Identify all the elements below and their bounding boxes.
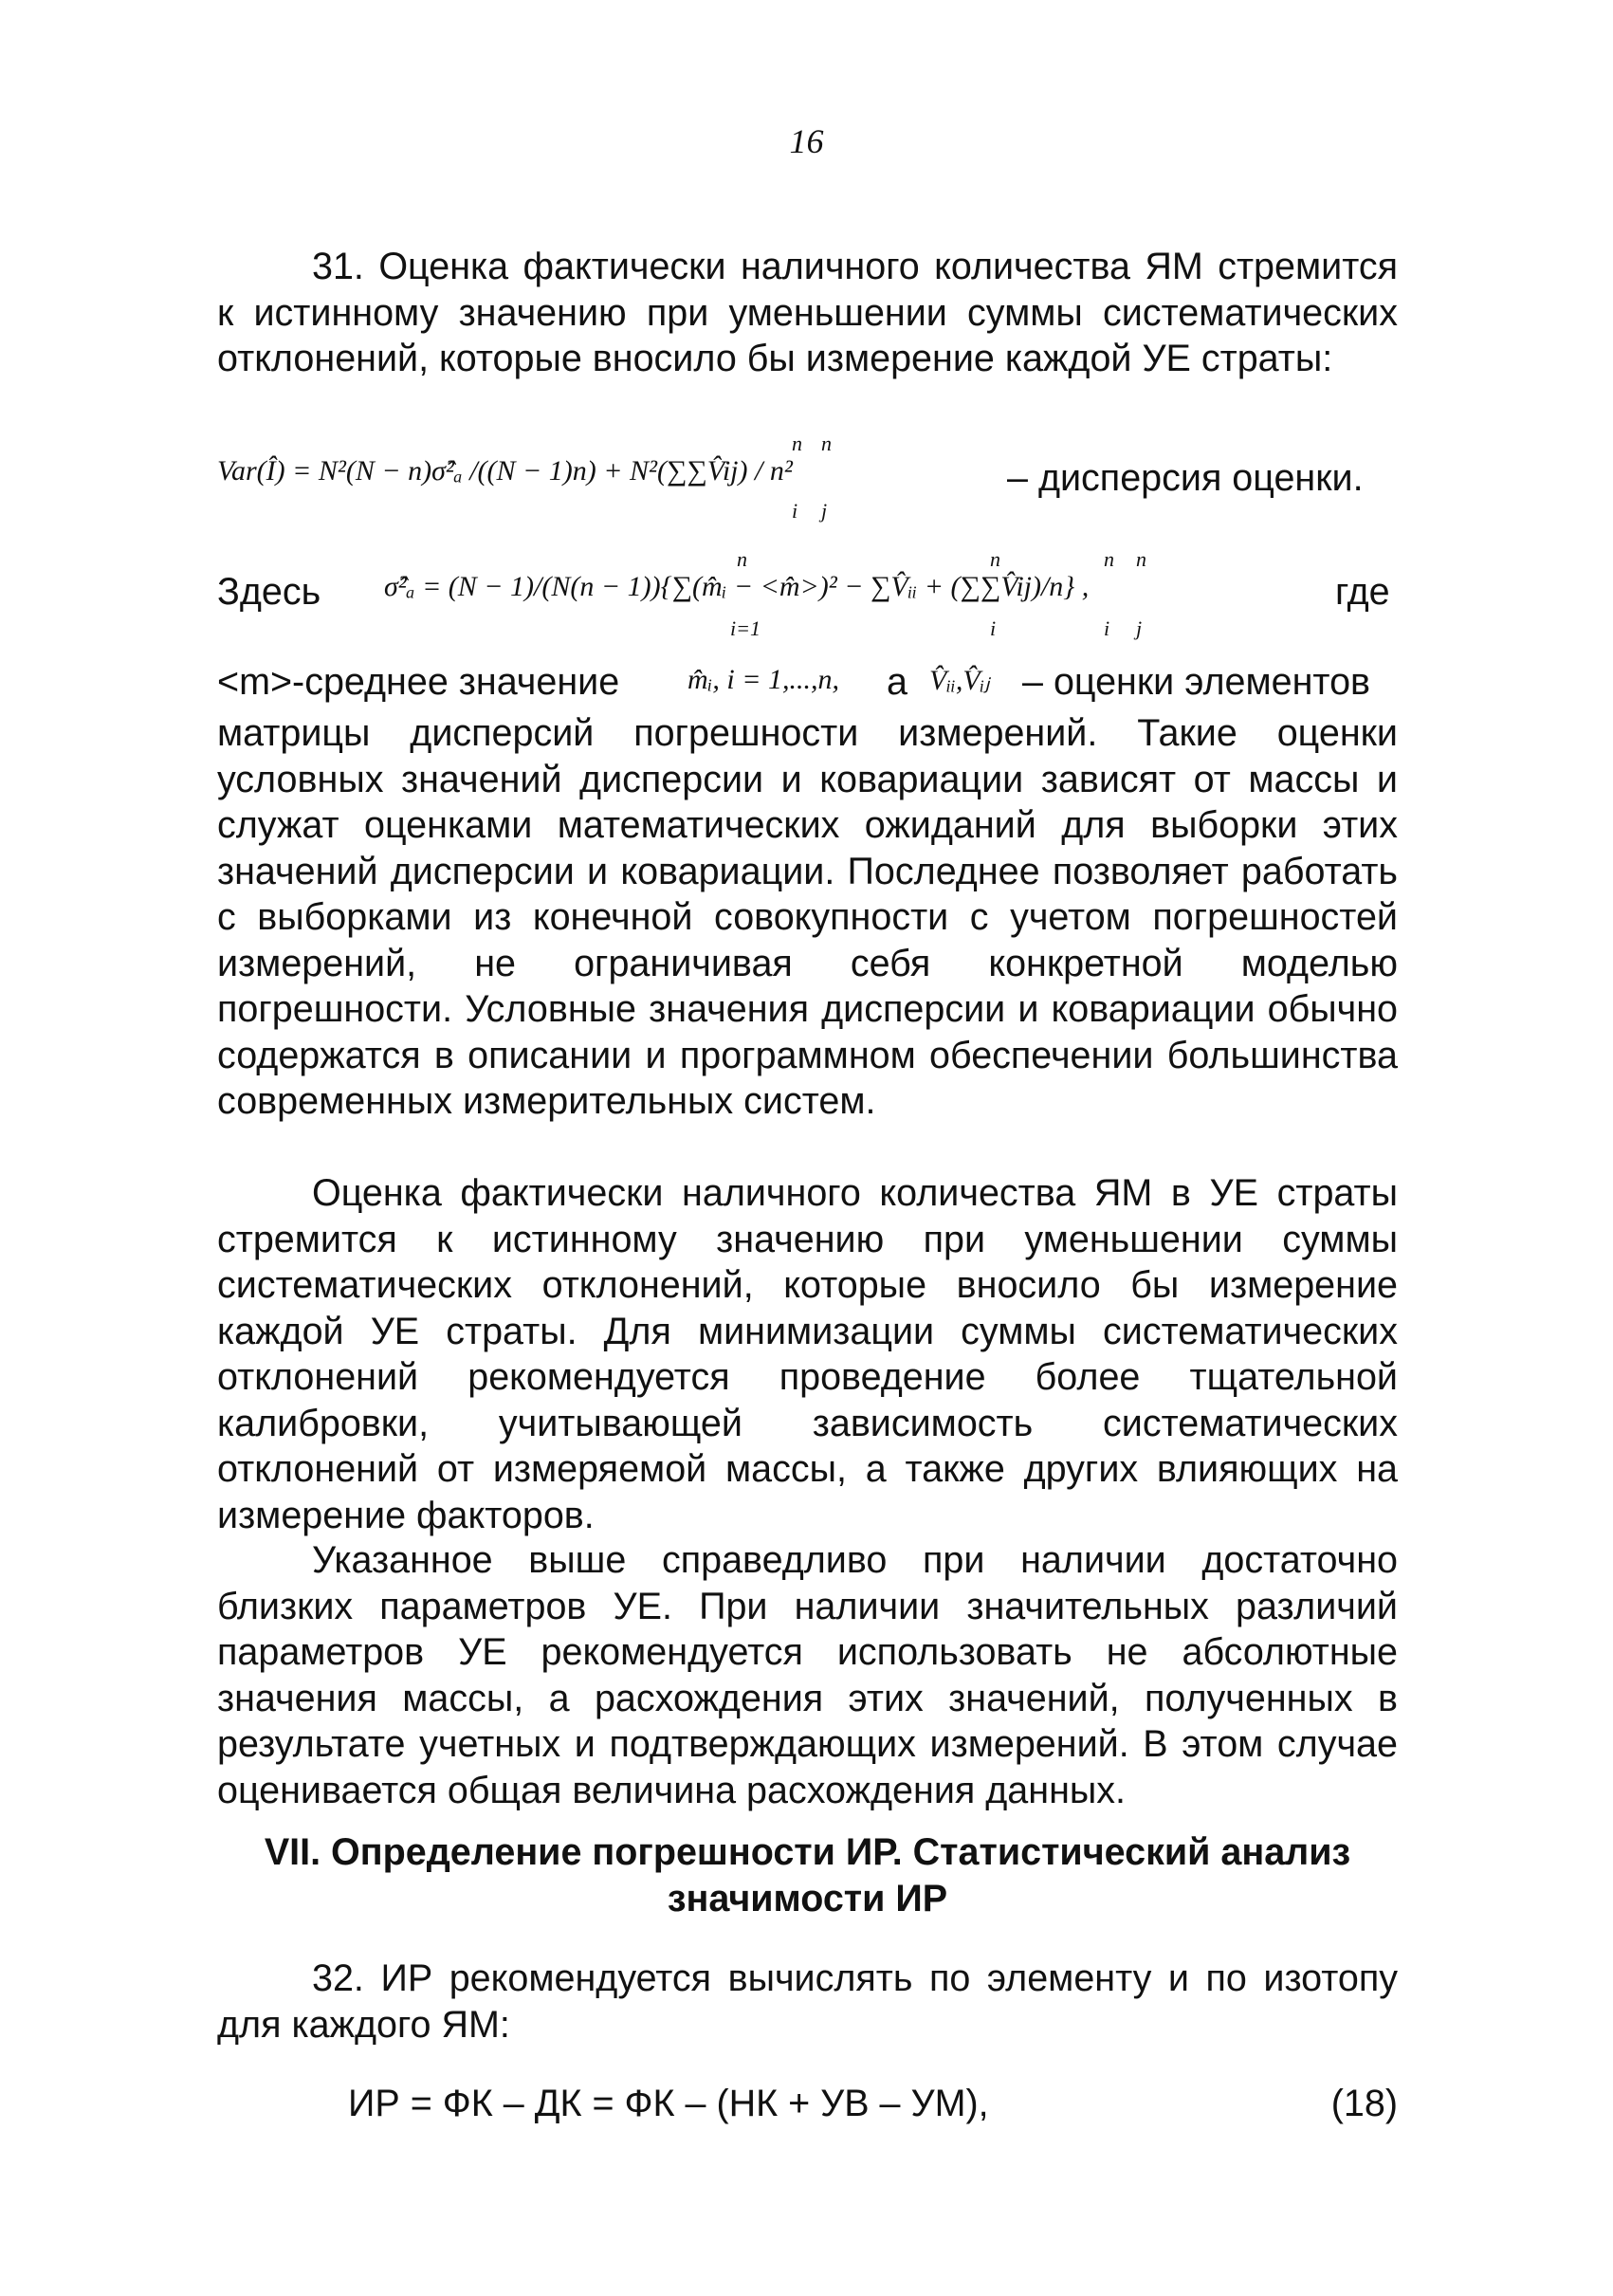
variance-caption: – дисперсия оценки. <box>1007 457 1364 499</box>
sum-upper-limit: n <box>792 432 802 455</box>
paragraph-31-continued: Оценка фактически наличного количества ЯМ в УЕ страты стремится к истинному значению при уменьшении суммы систематических отклонений, которые вносило бы измерение каждой УЕ страты. Для минимизации суммы систематических отклонений рекомендуется проведение более тщательной калибровки, учитывающей зависимость систематических отклонений от измеряемой массы, а также других влияющих на измерение факторов. <box>217 1172 1398 1536</box>
paragraph-31-intro: 31. Оценка фактически наличного количества ЯМ стремится к истинному значению при уменьшении суммы систематических отклонений, которые вносило бы измерение каждой УЕ страты: <box>217 246 1398 379</box>
paragraph-31-note: Указанное выше справедливо при наличии достаточно близких параметров УЕ. При наличии значительных различий параметров УЕ рекомендуется использовать не абсолютные значения массы, а расхождения этих значений, полученных в результате учетных и подтверждающих измерений. В этом случае оценивается общая величина расхождения данных. <box>217 1539 1398 1811</box>
sum-upper-limit: n <box>1136 547 1146 571</box>
mean-value-lead: <m>-среднее значение <box>217 661 620 703</box>
paragraph-31-body: матрицы дисперсий погрешности измерений. Такие оценки условных значений дисперсии и ковариации зависят от массы и служат оценками математических ожиданий для выборки этих значений дисперсии и ковариации. Последнее позволяет работать с выборками из конечной совокупности с учетом погрешностей измерений, не ограничивая себя конкретной моделью погрешности. Условные значения дисперсии и ковариации обычно содержатся в описании и программном обеспечении большинства современных измерительных систем. <box>217 712 1398 1122</box>
sum-lower-limit: j <box>821 499 828 523</box>
sum-upper-limit: n <box>1104 547 1114 571</box>
sum-upper-limit: n <box>990 547 1000 571</box>
equation-text: ИР = ФК – ДК = ФК – (НК + УВ – УМ), <box>348 2083 989 2124</box>
v-estimates: V̂ᵢᵢ,V̂ᵢⱼ <box>929 665 990 696</box>
page-number: 16 <box>789 122 824 160</box>
mi-formula: m̂ᵢ, i = 1,...,n, <box>687 664 839 695</box>
sum-lower-limit: i <box>990 616 997 640</box>
label-zdes: Здесь <box>217 571 321 613</box>
estimates-tail: – оценки элементов <box>1022 661 1371 703</box>
paragraph-32: 32. ИР рекомендуется вычислять по элементу и по изотопу для каждого ЯМ: <box>217 1957 1398 2046</box>
equation-number: (18) <box>1330 2083 1398 2124</box>
word-a: а <box>887 661 907 703</box>
variance-formula: Var(Î) = N²(N − n)σ̂²ₐ /((N − 1)n) + N²(∑∑V̂ij) / n² <box>217 455 793 487</box>
sum-upper-limit: n <box>737 547 747 571</box>
sum-lower-limit: i <box>1104 616 1110 640</box>
sum-lower-limit: j <box>1136 616 1143 640</box>
sum-lower-limit: i=1 <box>730 616 761 640</box>
section-heading-line1: VII. Определение погрешности ИР. Статистический анализ <box>264 1831 1351 1873</box>
section-heading-line2: значимости ИР <box>667 1878 948 1919</box>
equation-18 <box>217 2083 1398 2130</box>
sum-upper-limit: n <box>821 432 832 455</box>
sigma-formula: σ̂²ₐ = (N − 1)/(N(n − 1)){∑(m̂ᵢ − <m̂>)² − ∑V̂ᵢᵢ + (∑∑V̂ij)/n} , <box>384 571 1090 602</box>
label-gde: где <box>1335 571 1390 613</box>
sum-lower-limit: i <box>792 499 798 523</box>
